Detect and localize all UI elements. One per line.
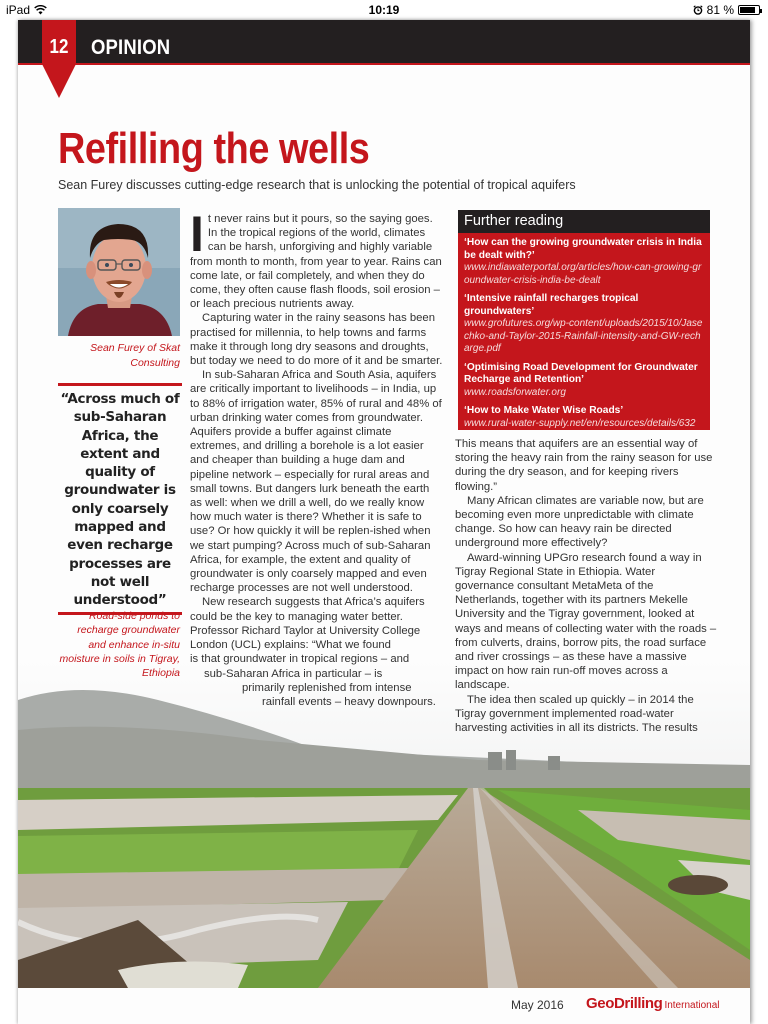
magazine-page bbox=[18, 20, 750, 1024]
further-reading-heading: Further reading bbox=[458, 210, 710, 233]
further-reading-item bbox=[464, 405, 704, 430]
battery-fill bbox=[740, 7, 755, 13]
reading-link[interactable]: www.grofutures.org/wp-content/uploads/2015/10/Jasechko-and-Taylor-2015-Rainfall-intensity-and-GW-recharge.pdf bbox=[464, 318, 703, 354]
status-time: 10:19 bbox=[368, 3, 400, 17]
issue-date: May 2016 bbox=[511, 998, 564, 1012]
paragraph: New research suggests that Africa’s aquifers could be the key to managing water better. Professor Richard Taylor at University College London (UCL) explains: “What we found bbox=[190, 596, 425, 652]
battery-icon bbox=[738, 5, 760, 15]
section-title: OPINION bbox=[91, 36, 171, 59]
reading-title: ‘Intensive rainfall recharges tropical groundwaters’ bbox=[464, 293, 639, 317]
device-label: iPad bbox=[6, 3, 31, 17]
logo-sub: International bbox=[664, 1000, 720, 1011]
author-portrait-image bbox=[58, 208, 180, 336]
further-reading-item bbox=[464, 237, 704, 287]
paragraph: Capturing water in the rainy seasons has been practised for millennia, to help towns and farms make it through long dry seasons and droughts, but today we need to do more of it and be smarter. bbox=[190, 312, 443, 368]
article-column-2 bbox=[455, 437, 717, 735]
status-right bbox=[693, 3, 760, 17]
logo-main: GeoDrilling bbox=[586, 995, 663, 1012]
standfirst: Sean Furey discusses cutting-edge research that is unlocking the potential of tropical aquifers bbox=[58, 178, 576, 192]
further-reading-item bbox=[464, 293, 704, 356]
page-number: 12 bbox=[49, 36, 69, 58]
reading-link[interactable]: www.rural-water-supply.net/en/resources/details/632 bbox=[464, 417, 696, 429]
author-caption: Sean Furey of Skat Consulting bbox=[90, 342, 180, 369]
reading-title: ‘Optimising Road Development for Groundwater Recharge and Retention’ bbox=[464, 361, 698, 385]
photo-caption: Road-side ponds to recharge groundwater and enhance in-situ moisture in soils in Tigray, Ethiopia bbox=[59, 610, 180, 680]
drop-cap: I bbox=[190, 206, 204, 262]
paragraph bbox=[190, 206, 444, 311]
further-reading-box bbox=[458, 210, 710, 430]
further-reading-item bbox=[464, 362, 704, 400]
article-column-1 bbox=[190, 206, 444, 709]
pull-quote: “Across much of sub-Saharan Africa, the extent and quality of groundwater is only coarsely mapped and even recharge processes are not well understood” bbox=[58, 383, 182, 615]
paragraph: Many African climates are variable now, but are becoming even more unpredictable with climate change. So how can heavy rain be directed underground more effectively? bbox=[455, 494, 704, 550]
paragraph-line: rainfall events – heavy downpours. bbox=[262, 695, 436, 708]
paragraph: Award-winning UPGro research found a way in Tigray Regional State in Ethiopia. Water governance consultant MetaMeta of the Netherlands, together with its partners Mekelle University and the Tigray government, looked at ways and means of collecting water with the roads – from culverts, drains, borrow pits, the road surface and river crossings – as these have a massive impact on how rain run-off moves across a landscape. bbox=[455, 551, 717, 692]
paragraph-line: primarily replenished from intense bbox=[242, 681, 412, 694]
page-number-tab bbox=[42, 20, 76, 98]
reading-link[interactable]: www.indiawaterportal.org/articles/how-can-growing-groundwater-crisis-india-be-dealt bbox=[464, 262, 702, 286]
page-tab-shape bbox=[42, 20, 76, 98]
battery-percent: 81 % bbox=[706, 3, 734, 17]
paragraph-line: sub-Saharan Africa in particular – is bbox=[204, 667, 383, 680]
reading-title: ‘How can the growing groundwater crisis in India be dealt with?’ bbox=[464, 237, 702, 261]
reading-title: ‘How to Make Water Wise Roads’ bbox=[464, 405, 624, 416]
paragraph: The idea then scaled up quickly – in 2014 the Tigray government implemented road-water harvesting activities in all its districts. The results bbox=[455, 693, 698, 735]
page-footer bbox=[18, 988, 750, 1024]
reading-link[interactable]: www.roadsforwater.org bbox=[464, 386, 566, 398]
paragraph: This means that aquifers are an essential way of storing the heavy rain from the rainy season for use during the dry season, and for keeping rivers flowing.” bbox=[455, 438, 713, 493]
paragraph: In sub-Saharan Africa and South Asia, aquifers are critically important to livelihoods – in India, up to 88% of irrigation water, 85% of rural and 48% of urban drinking water comes from groundwater. Aquifers provide a buffer against climate extremes, and drilling a borehole is a lot easier and cheaper than building a huge dam and pipeline network – especially for rural areas and small towns. But dangers lurk beneath the earth as well: when we drill a well, do we really know how much water is there? Whether it is safe to use? Or how quickly it will be replen-ished when we start pumping? Across much of sub-Saharan Africa, for example, the extent and quality of groundwater is only coarsely mapped and even recharge processes are not well understood. bbox=[190, 369, 442, 595]
alarm-icon bbox=[693, 5, 703, 15]
headline: Refilling the wells bbox=[58, 124, 370, 173]
paragraph-line: is that groundwater in tropical regions – and bbox=[190, 653, 410, 666]
magazine-logo bbox=[586, 995, 719, 1012]
author-photo bbox=[58, 208, 180, 336]
status-bar bbox=[0, 0, 768, 20]
further-reading-list bbox=[458, 233, 710, 440]
paragraph-text: t never rains but it pours, so the saying goes. In the tropical regions of the world, climates can be harsh, unforgiving and highly variable from month to month, from year to year. Rains can come late, or fail completely, and when they do come, they often cause flash floods, soil erosion – or leach precious nutrients away. bbox=[190, 213, 442, 311]
